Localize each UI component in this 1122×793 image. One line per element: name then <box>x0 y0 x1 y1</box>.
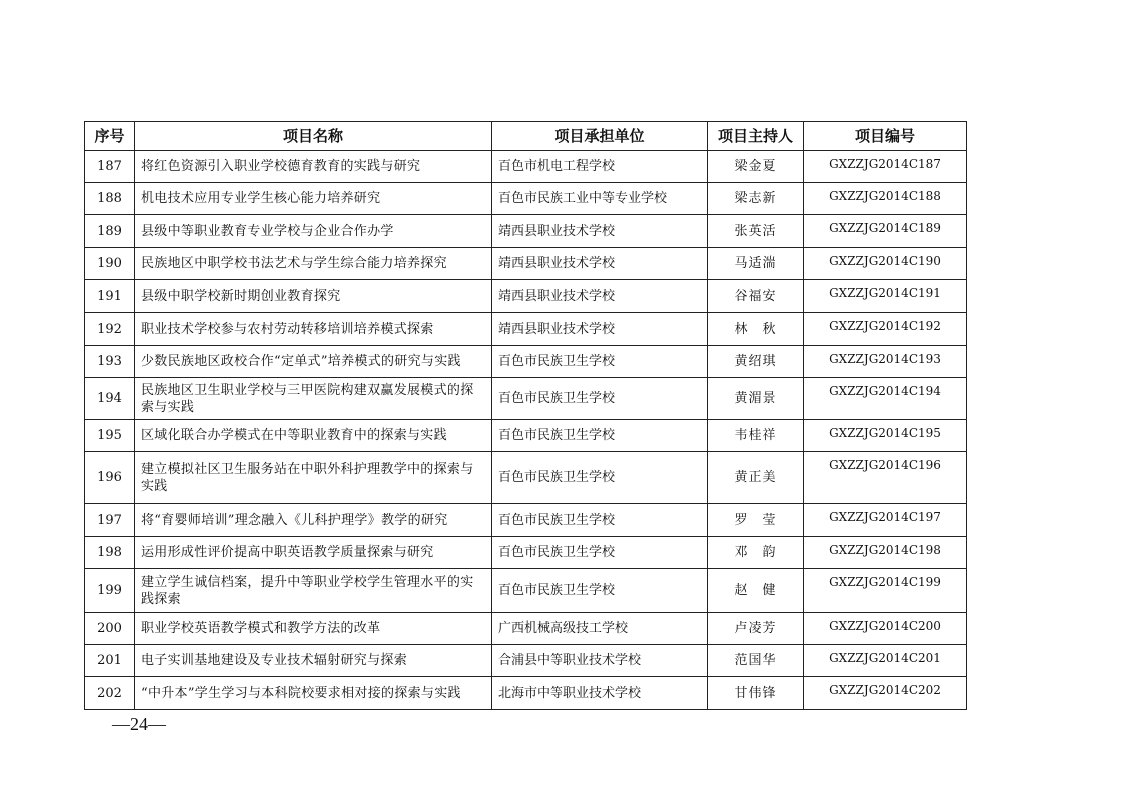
cell-host: 赵 健 <box>708 569 804 613</box>
cell-unit: 百色市民族卫生学校 <box>492 378 708 420</box>
cell-unit: 靖西县职业技术学校 <box>492 248 708 280</box>
cell-project-name: 县级中等职业教育专业学校与企业合作办学 <box>135 215 492 248</box>
table-header-row <box>85 122 967 151</box>
table-row <box>85 645 967 677</box>
cell-project-name: 区域化联合办学模式在中等职业教育中的探索与实践 <box>135 420 492 452</box>
cell-host: 卢凌芳 <box>708 613 804 645</box>
cell-unit: 百色市民族卫生学校 <box>492 452 708 504</box>
cell-unit: 百色市民族工业中等专业学校 <box>492 183 708 215</box>
cell-host: 林 秋 <box>708 313 804 346</box>
cell-code: GXZZJG2014C201 <box>804 645 967 677</box>
cell-host: 邓 韵 <box>708 537 804 569</box>
cell-unit: 北海市中等职业技术学校 <box>492 677 708 710</box>
table-row <box>85 420 967 452</box>
table-row <box>85 378 967 420</box>
cell-unit: 百色市机电工程学校 <box>492 151 708 183</box>
cell-code: GXZZJG2014C187 <box>804 151 967 183</box>
table-row <box>85 183 967 215</box>
cell-host: 罗 莹 <box>708 504 804 537</box>
table-row <box>85 280 967 313</box>
cell-code: GXZZJG2014C188 <box>804 183 967 215</box>
cell-seq: 197 <box>85 504 135 537</box>
cell-unit: 百色市民族卫生学校 <box>492 569 708 613</box>
cell-host: 黄绍琪 <box>708 346 804 378</box>
table-row <box>85 346 967 378</box>
cell-project-name: 运用形成性评价提高中职英语教学质量探索与研究 <box>135 537 492 569</box>
cell-seq: 202 <box>85 677 135 710</box>
header-project-code: 项目编号 <box>804 122 967 151</box>
cell-project-name: 电子实训基地建设及专业技术辐射研究与探索 <box>135 645 492 677</box>
table-row <box>85 613 967 645</box>
cell-unit: 靖西县职业技术学校 <box>492 280 708 313</box>
cell-host: 马适湍 <box>708 248 804 280</box>
project-table <box>84 121 967 710</box>
cell-code: GXZZJG2014C192 <box>804 313 967 346</box>
table-row <box>85 248 967 280</box>
cell-unit: 靖西县职业技术学校 <box>492 215 708 248</box>
cell-code: GXZZJG2014C193 <box>804 346 967 378</box>
cell-seq: 192 <box>85 313 135 346</box>
cell-seq: 201 <box>85 645 135 677</box>
cell-unit: 百色市民族卫生学校 <box>492 346 708 378</box>
cell-unit: 合浦县中等职业技术学校 <box>492 645 708 677</box>
cell-project-name: 职业技术学校参与农村劳动转移培训培养模式探索 <box>135 313 492 346</box>
cell-code: GXZZJG2014C195 <box>804 420 967 452</box>
header-project-name: 项目名称 <box>135 122 492 151</box>
cell-project-name: 将“育婴师培训”理念融入《儿科护理学》教学的研究 <box>135 504 492 537</box>
cell-code: GXZZJG2014C191 <box>804 280 967 313</box>
cell-project-name: 将红色资源引入职业学校德育教育的实践与研究 <box>135 151 492 183</box>
cell-host: 谷福安 <box>708 280 804 313</box>
cell-seq: 198 <box>85 537 135 569</box>
cell-seq: 196 <box>85 452 135 504</box>
cell-unit: 百色市民族卫生学校 <box>492 504 708 537</box>
cell-host: 范国华 <box>708 645 804 677</box>
cell-host: 黄正美 <box>708 452 804 504</box>
cell-code: GXZZJG2014C200 <box>804 613 967 645</box>
cell-project-name: 民族地区中职学校书法艺术与学生综合能力培养探究 <box>135 248 492 280</box>
table-row <box>85 151 967 183</box>
table-row <box>85 677 967 710</box>
cell-project-name: 机电技术应用专业学生核心能力培养研究 <box>135 183 492 215</box>
cell-unit: 广西机械高级技工学校 <box>492 613 708 645</box>
cell-project-name: 民族地区卫生职业学校与三甲医院构建双赢发展模式的探索与实践 <box>135 378 492 420</box>
cell-seq: 189 <box>85 215 135 248</box>
cell-project-name: 县级中职学校新时期创业教育探究 <box>135 280 492 313</box>
header-undertaking-unit: 项目承担单位 <box>492 122 708 151</box>
table-row <box>85 313 967 346</box>
cell-seq: 200 <box>85 613 135 645</box>
cell-seq: 187 <box>85 151 135 183</box>
cell-seq: 190 <box>85 248 135 280</box>
cell-seq: 194 <box>85 378 135 420</box>
table-row <box>85 215 967 248</box>
cell-seq: 188 <box>85 183 135 215</box>
cell-project-name: 建立学生诚信档案，提升中等职业学校学生管理水平的实践探索 <box>135 569 492 613</box>
cell-host: 黄湄景 <box>708 378 804 420</box>
header-host: 项目主持人 <box>708 122 804 151</box>
header-seq: 序号 <box>85 122 135 151</box>
cell-code: GXZZJG2014C202 <box>804 677 967 710</box>
table-row <box>85 569 967 613</box>
cell-unit: 百色市民族卫生学校 <box>492 537 708 569</box>
page-number: —24— <box>112 714 166 734</box>
cell-project-name: 建立模拟社区卫生服务站在中职外科护理教学中的探索与实践 <box>135 452 492 504</box>
cell-host: 梁志新 <box>708 183 804 215</box>
cell-project-name: 职业学校英语教学模式和教学方法的改革 <box>135 613 492 645</box>
cell-code: GXZZJG2014C189 <box>804 215 967 248</box>
cell-host: 韦桂祥 <box>708 420 804 452</box>
table-row <box>85 452 967 504</box>
cell-project-name: “中升本”学生学习与本科院校要求相对接的探索与实践 <box>135 677 492 710</box>
cell-host: 梁金夏 <box>708 151 804 183</box>
cell-code: GXZZJG2014C194 <box>804 378 967 420</box>
cell-seq: 195 <box>85 420 135 452</box>
cell-seq: 193 <box>85 346 135 378</box>
cell-code: GXZZJG2014C196 <box>804 452 967 504</box>
cell-seq: 199 <box>85 569 135 613</box>
cell-unit: 靖西县职业技术学校 <box>492 313 708 346</box>
table-row <box>85 537 967 569</box>
cell-code: GXZZJG2014C197 <box>804 504 967 537</box>
cell-code: GXZZJG2014C199 <box>804 569 967 613</box>
cell-unit: 百色市民族卫生学校 <box>492 420 708 452</box>
cell-host: 甘伟锋 <box>708 677 804 710</box>
cell-code: GXZZJG2014C198 <box>804 537 967 569</box>
table-row <box>85 504 967 537</box>
cell-seq: 191 <box>85 280 135 313</box>
cell-project-name: 少数民族地区政校合作“定单式”培养模式的研究与实践 <box>135 346 492 378</box>
cell-host: 张英活 <box>708 215 804 248</box>
cell-code: GXZZJG2014C190 <box>804 248 967 280</box>
